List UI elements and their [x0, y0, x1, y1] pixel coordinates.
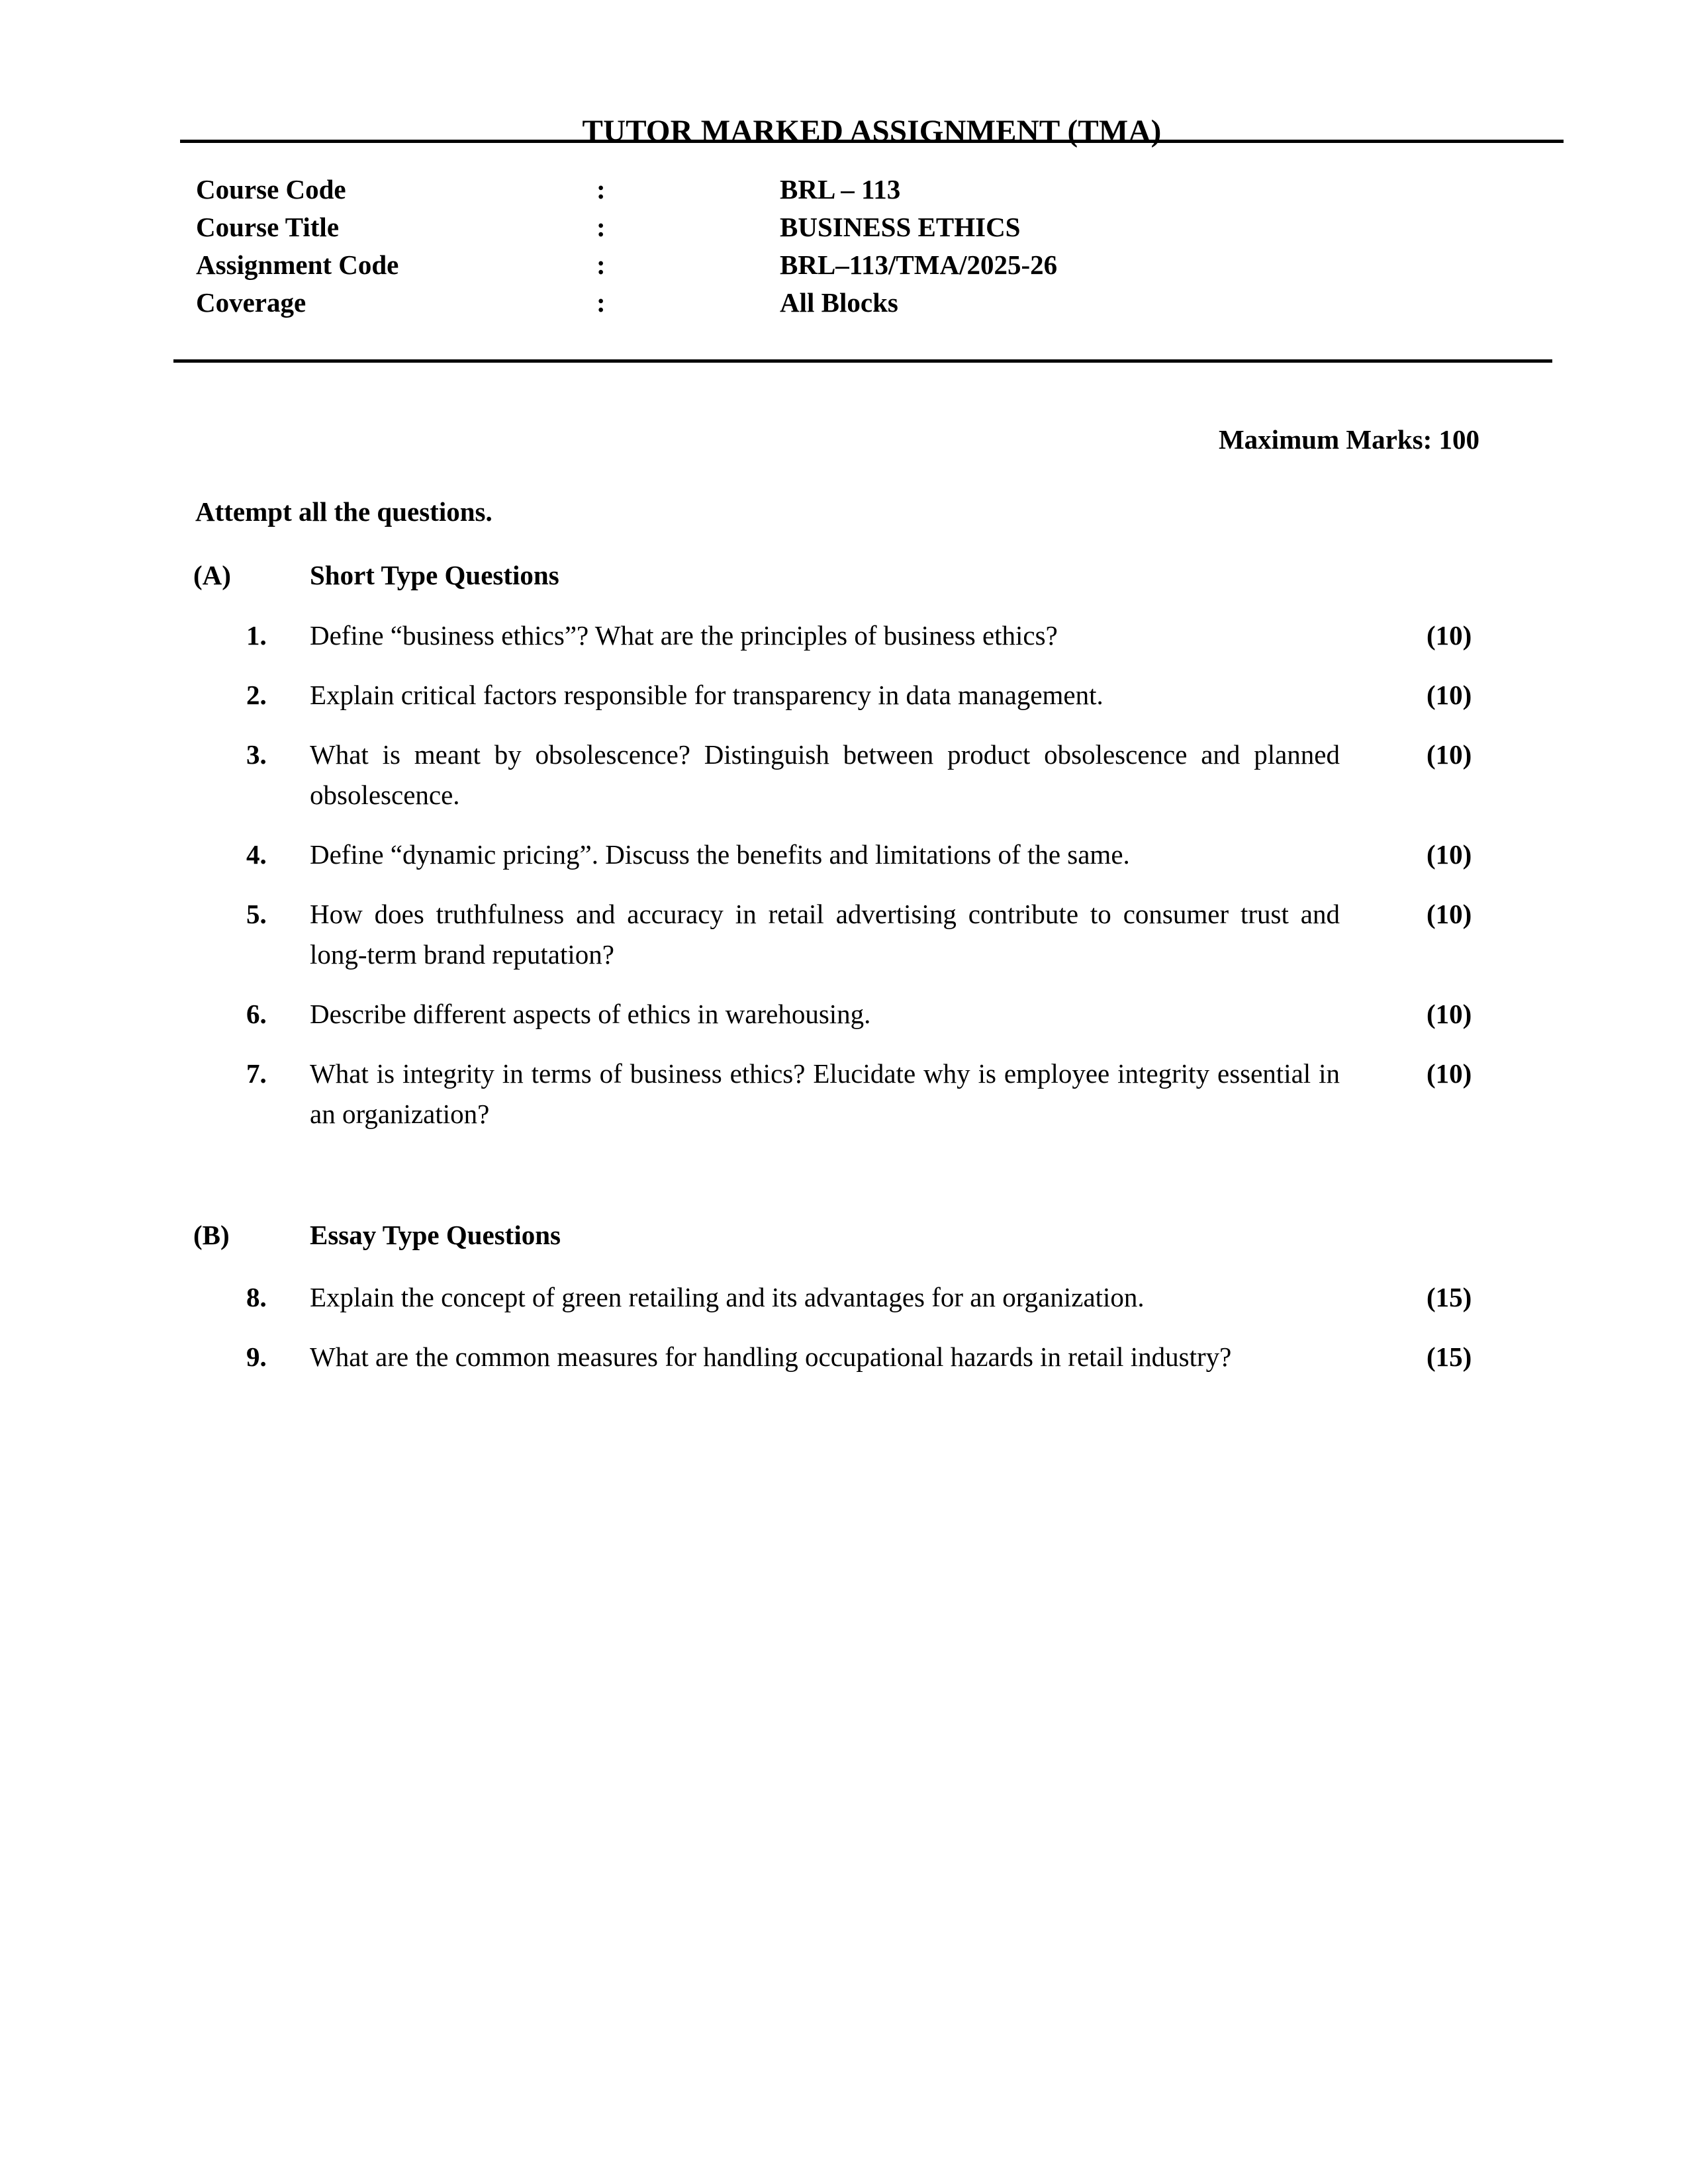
question-marks: (10) — [1427, 620, 1472, 651]
meta-value: BRL – 113 — [780, 174, 901, 205]
meta-colon: : — [596, 174, 606, 205]
question-row — [0, 1054, 1688, 1134]
question-text: Explain the concept of green retailing and its advantages for an organization. — [310, 1282, 1145, 1312]
header-rule-bottom — [173, 359, 1552, 363]
question-row — [0, 1277, 1688, 1318]
meta-label: Assignment Code — [196, 250, 399, 280]
question-text: What is integrity in terms of business ethics? Elucidate why is employee integrity essential in an organization? — [310, 1058, 1340, 1129]
question-marks: (10) — [1427, 1058, 1472, 1089]
question-row — [0, 675, 1688, 715]
question-row — [0, 1337, 1688, 1377]
section-label-b: Essay Type Questions — [310, 1220, 561, 1250]
question-row — [0, 894, 1688, 975]
question-marks: (10) — [1427, 899, 1472, 929]
meta-label: Course Title — [196, 212, 340, 242]
section-letter-b: (B) — [193, 1220, 230, 1250]
question-number: 3. — [246, 739, 267, 770]
meta-label: Coverage — [196, 287, 306, 318]
question-marks: (10) — [1427, 680, 1472, 710]
question-number: 8. — [246, 1282, 267, 1312]
question-number: 5. — [246, 899, 267, 929]
meta-row — [196, 171, 1057, 208]
meta-label: Course Code — [196, 174, 346, 205]
question-number: 6. — [246, 999, 267, 1029]
course-meta-body — [196, 171, 1057, 322]
page-title: TUTOR MARKED ASSIGNMENT (TMA) — [582, 114, 1162, 149]
instruction-attempt-all: Attempt all the questions. — [195, 496, 492, 527]
question-text: How does truthfulness and accuracy in retail advertising contribute to consumer trust and long-term brand reputation? — [310, 899, 1340, 970]
question-row — [0, 735, 1688, 815]
meta-value: BRL–113/TMA/2025-26 — [780, 250, 1058, 280]
question-marks: (10) — [1427, 739, 1472, 770]
meta-value: All Blocks — [780, 287, 898, 318]
question-number: 2. — [246, 680, 267, 710]
question-text: Define “dynamic pricing”. Discuss the benefits and limitations of the same. — [310, 839, 1130, 870]
question-number: 1. — [246, 620, 267, 651]
meta-row — [196, 246, 1057, 284]
section-label-a: Short Type Questions — [310, 560, 559, 590]
meta-row — [196, 284, 1057, 322]
question-marks: (15) — [1427, 1282, 1472, 1312]
section-heading-b — [193, 1219, 1484, 1251]
question-row — [0, 835, 1688, 875]
question-number: 4. — [246, 839, 267, 870]
question-marks: (10) — [1427, 999, 1472, 1029]
meta-row — [196, 208, 1057, 246]
question-text: Explain critical factors responsible for transparency in data management. — [310, 680, 1103, 710]
course-meta-table — [196, 171, 1057, 322]
question-marks: (15) — [1427, 1342, 1472, 1372]
section-letter-a: (A) — [193, 560, 231, 590]
section-heading-a — [193, 559, 1484, 591]
question-text: Describe different aspects of ethics in warehousing. — [310, 999, 871, 1029]
question-row — [0, 994, 1688, 1034]
question-number: 9. — [246, 1342, 267, 1372]
meta-colon: : — [596, 212, 606, 242]
meta-colon: : — [596, 250, 606, 280]
meta-colon: : — [596, 287, 606, 318]
question-number: 7. — [246, 1058, 267, 1089]
meta-value: BUSINESS ETHICS — [780, 212, 1021, 242]
question-row — [0, 615, 1688, 656]
question-text: Define “business ethics”? What are the principles of business ethics? — [310, 620, 1058, 651]
question-marks: (10) — [1427, 839, 1472, 870]
question-text: What is meant by obsolescence? Distinguish between product obsolescence and planned obsolescence. — [310, 739, 1340, 810]
header-rule-top — [180, 140, 1564, 143]
maximum-marks: Maximum Marks: 100 — [1218, 424, 1479, 455]
question-text: What are the common measures for handling occupational hazards in retail industry? — [310, 1342, 1232, 1372]
